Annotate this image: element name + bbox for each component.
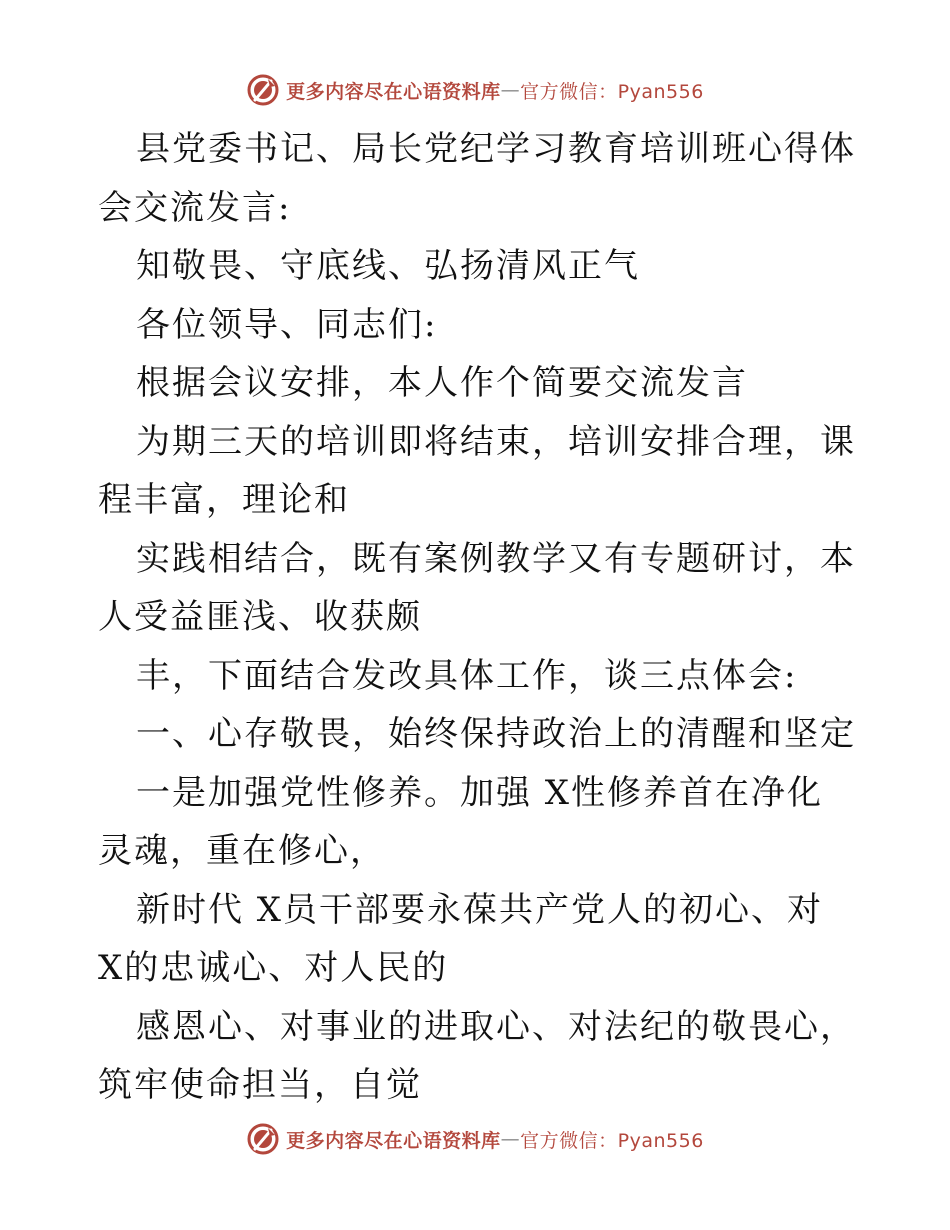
footer-banner: [0, 1121, 950, 1157]
banner-contact-text: 官方微信：Pyan556: [520, 1129, 704, 1152]
banner-brand-text: 更多内容尽在心语资料库: [286, 1129, 501, 1152]
body-paragraph: 为期三天的培训即将结束，培训安排合理，课程丰富，理论和: [98, 421, 856, 520]
body-paragraph: 一是加强党性修养。加强 X性修养首在净化灵魂，重在修心，: [98, 772, 824, 871]
banner-separator: —: [500, 1128, 521, 1150]
body-paragraph: 新时代 X员干部要永葆共产党人的初心、对 X的忠诚心、对人民的: [98, 889, 824, 988]
banner-brand-text: 更多内容尽在心语资料库: [286, 80, 501, 103]
banner-separator: —: [500, 79, 521, 101]
document-title: 县党委书记、局长党纪学习教育培训班心得体会交流发言:: [98, 129, 856, 228]
header-banner: [0, 72, 950, 108]
banner-contact-text: 官方微信：Pyan556: [520, 80, 704, 103]
body-paragraph: 实践相结合，既有案例教学又有专题研讨，本人受益匪浅、收获颇: [98, 538, 856, 637]
pen-nib-logo-icon: [246, 1122, 280, 1156]
section-heading: 一、心存敬畏，始终保持政治上的清醒和坚定: [136, 714, 856, 754]
pen-nib-logo-icon: [246, 73, 280, 107]
salutation: 各位领导、同志们:: [136, 304, 438, 345]
document-body: [98, 120, 858, 1115]
body-paragraph: 感恩心、对事业的进取心、对法纪的敬畏心，筑牢使命担当，自觉: [98, 1006, 856, 1105]
body-paragraph: 丰，下面结合发改具体工作，谈三点体会:: [136, 655, 798, 696]
body-paragraph: 根据会议安排，本人作个简要交流发言: [136, 363, 748, 403]
document-subtitle: 知敬畏、守底线、弘扬清风正气: [136, 246, 640, 286]
